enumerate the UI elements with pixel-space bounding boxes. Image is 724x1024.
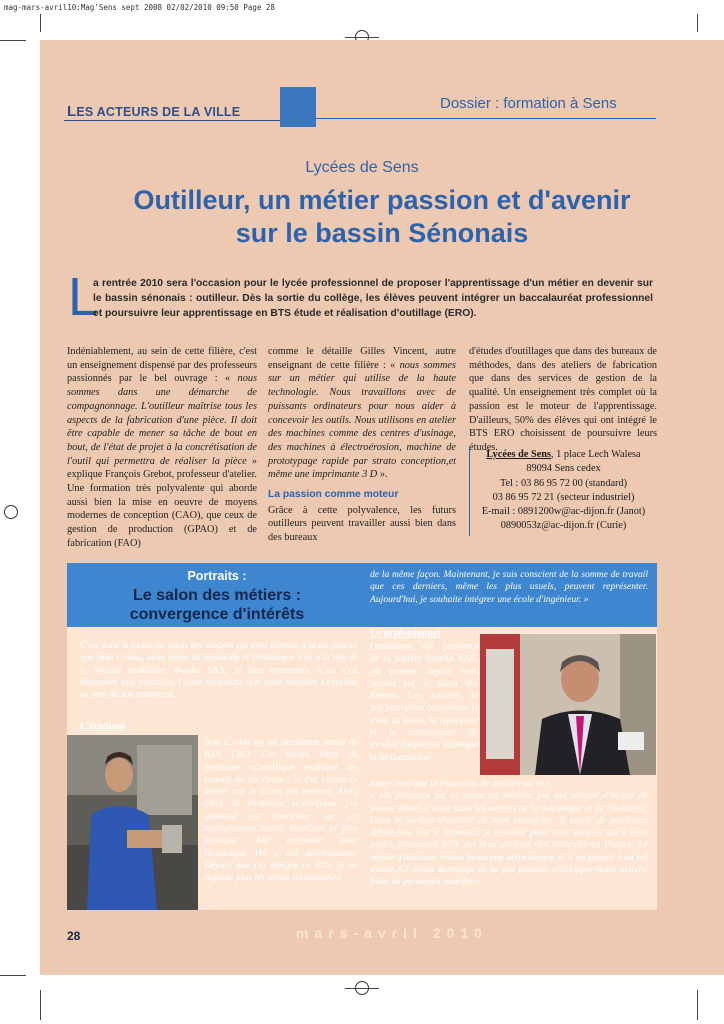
student-photo (67, 735, 198, 910)
lead-dropcap: L (68, 267, 99, 327)
crop-mark (0, 975, 26, 976)
crop-mark (697, 990, 698, 1020)
rubric-text: ES ACTEURS DE LA VILLE (76, 105, 241, 119)
col3-paragraph: d'études d'outillages que dans des bureaux de méthodes, dans des ateliers de fabrication que dans des services de gestion de la qualité. Un enseignement très complet où la passion est le moteur de l'apprentissage. D'ailleurs, 50% des élèves qui ont intégré le BTS ERO choisissent de poursuivre leurs études. (469, 346, 657, 453)
lead-paragraph: a rentrée 2010 sera l'occasion pour le lycée professionnel de proposer l'apprentissage d'un métier en devenir sur le bassin sénonais : outilleur. Dès la sortie du collège, les élèves peuvent intégrer un baccalauréat professionnel et poursuivre leur apprentissage en BTS étude et réalisation d'outillage (ERO). (93, 278, 653, 319)
article-column-3 (469, 345, 657, 455)
contact-phone-2: 03 86 95 72 21 (secteur industriel) (492, 491, 635, 503)
headline-line-2: sur le bassin Sénonais (235, 218, 529, 248)
subheading: La passion comme moteur (268, 489, 399, 501)
dossier-underline (316, 118, 656, 119)
student-quote: J'ai connu ce métier sur le salon des métiers. Alors élève en terminale scientifique, j'ai souhaité me réorienter sur un enseignement moins théorique et plus pratique. Ma rencontre avec Dominique Vié a été déterminante. Depuis que j'ai intégré ce BTS, je ne regarde plus les objets du quotidien (204, 773, 358, 884)
professional-photo (480, 634, 656, 775)
col2-text: comme le détaille Gilles Vincent, autre enseignant de cette filière : « (268, 346, 456, 371)
rubric-underline (64, 120, 280, 121)
article-kicker: Lycées de Sens (305, 159, 419, 176)
crop-mark (40, 990, 41, 1020)
contact-name: Lycées de Sens (486, 449, 552, 460)
professional-photo-illustration (480, 634, 656, 775)
professional-quote-block (370, 778, 648, 889)
article-headline (40, 184, 724, 250)
issue-date: mars-avril 2010 (296, 925, 488, 941)
dossier-title: Dossier : formation à Sens (440, 95, 617, 112)
contact-city: 89094 Sens cedex (526, 463, 601, 475)
professional-text-end: mage ainsi que la réparation de moules sur site. (370, 778, 552, 789)
rubric-initial: L (67, 103, 77, 120)
student-photo-illustration (67, 735, 198, 910)
col1-text: Indéniablement, au sein de cette filière, c'est un enseignement dispensé par des professeurs passionnés par le bel ouvrage : « (67, 346, 257, 385)
header-accent-square (280, 87, 316, 127)
contact-phone-1: Tel : 03 86 95 72 00 (standard) (499, 477, 628, 489)
col2-text-end: ». (377, 469, 388, 481)
col1-text-end: » explique François Grebot, professeur d'atelier. Une formation très polyvalente qui aborde aussi bien la mise en oeuvre de moyens modernes de conception (CAO), que ceux de gestion de production (GPAO) et de fabrication (FAO) (67, 455, 257, 549)
col2-paragraph-2: Grâce à cette polyvalence, les futurs outilleurs peuvent travailler aussi bien dans des bureaux (268, 504, 456, 544)
col1-quote: nous sommes dans une démarche de compagnonnage. L'outilleur maîtrise tous les aspects de la fabrication d'une pièce. Il doit être capable de mener sa tâche de bout en bout, de l'état de projet à la concrétisation de l'outil qui permettra de réaliser la pièce (67, 373, 257, 467)
professional-text: Dominique Vié, président de la société Boudin SAS, est présent depuis trois années sur le salon des métiers. Les activités de son entreprise concernent la mise au point, la réparation et la maintenance de moules d'injection plastique et de thermofor- (370, 641, 478, 763)
article-column-2 (268, 345, 456, 545)
crop-mark (697, 14, 698, 32)
headline-line-1: Outilleur, un métier passion et d'avenir (133, 185, 631, 215)
article-column-1 (67, 345, 257, 551)
student-intro: Jean Crolus est en deuxième année de BTS ERO. Cet ancien élève de terminale scientifique explique les raisons de ce choix : « (204, 737, 358, 785)
box-top-right-text: de la même façon. Maintenant, je suis conscient de la somme de travail que ces derniers, même les plus usuels, peuvent représenter. Aujourd'hui, je souhaite intégrer une école d'ingénieur. » (370, 569, 648, 605)
professional-quote: « Ma présence sur ce salon est motivée par ma volonté d'inciter de jeunes élèves à venir dans les métiers de la mécanique et de l'industrie. Dans le secteur d'activité de mon entreprise, il existe de nombreux débouchés. Sur le Sénonais, je travaille pour trois sociétés qui à elles seules produisent 80% des feux arrières des véhicules en France. Le métier d'outilleur évolue beaucoup actuellement et il est promis à un bel avenir. Ce serait dommage de ne pas pouvoir développer notre activité faute de personnel qualifié.» (370, 790, 648, 888)
contact-block: Lycées de Sens, 1 place Lech Walesa 89094 Sens cedex Tel : 03 86 95 72 00 (standard) 03 86 95 72 21 (secteur industriel) E-mail : 0891200w@ac-dijon.fr (Janot) 0890053z@ac-dijon.fr (Curie) (469, 448, 657, 536)
section-rubric (67, 103, 240, 120)
print-slug: mag-mars-avril10:Mag'Sens sept 2008 02/02/2010 09:50 Page 28 (4, 3, 275, 12)
student-label: L'étudiant (80, 721, 126, 732)
crop-mark (40, 14, 41, 32)
box-title-line-1: Le salon des métiers : (132, 587, 302, 604)
box-intro: C'est dans le cadre du salon des métiers qui s'est déroulé à la mi-janvier que Jean Crolus, alors élève de terminale et Dominique Vié, à la tête de la Société maillotine Boudin SAS, se sont rencontrés. L'un s'est découvert une vocation, l'autre souhaitait que cette dernière s'exprime au sein de son entreprise. (80, 640, 358, 701)
contact-email-1: E-mail : 0891200w@ac-dijon.fr (Janot) (481, 506, 646, 518)
box-label: Portraits : (187, 569, 247, 583)
box-title (67, 586, 367, 624)
registration-mark (355, 981, 369, 995)
box-title-line-2: convergence d'intérêts (129, 606, 305, 623)
professional-label: Le professionnel (370, 628, 441, 639)
crop-mark (0, 40, 26, 41)
registration-mark (4, 505, 18, 519)
col2-quote: nous sommes sur un métier qui utilise de la haute technologie. Nous travaillons avec de puissants ordinateurs pour nous aider à concevoir les outils. Nous utilisons en atelier des machines comme des centres d'usinage, des machines à électroérosion, machine de prototypage rapide par strato conception,et même une imprimante 3 D (268, 359, 456, 481)
contact-email-2: 0890053z@ac-dijon.fr (Curie) (500, 520, 627, 532)
student-text (204, 737, 358, 885)
page-number: 28 (67, 929, 81, 943)
contact-address: 1 place Lech Walesa (556, 449, 641, 460)
